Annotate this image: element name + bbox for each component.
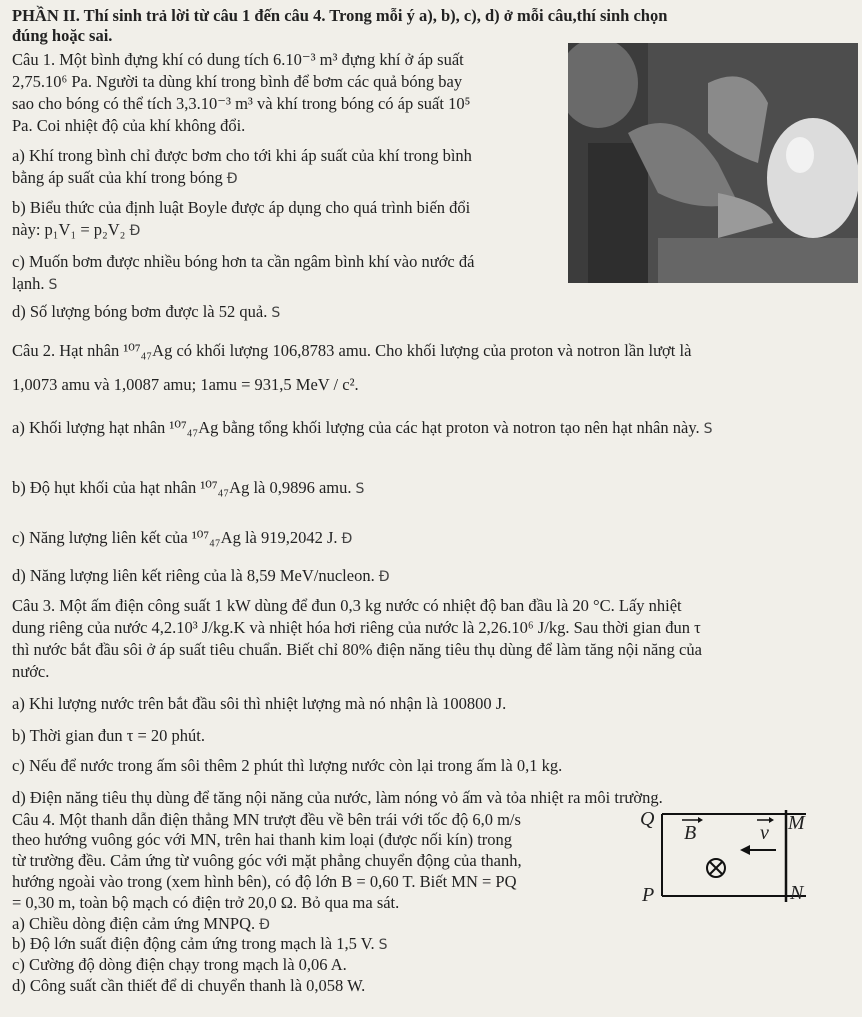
q4-line-5: = 0,30 m, toàn bộ mạch có điện trở 20,0 Ω. Bỏ qua ma sát. [12, 893, 400, 912]
q2-b-answer-mark: S [355, 481, 365, 497]
q3-a: a) Khi lượng nước trên bắt đầu sôi thì nhiệt lượng mà nó nhận là 100800 J. [12, 694, 507, 713]
q3-line-3: thì nước bắt đầu sôi ở áp suất tiêu chuẩn. Biết chỉ 80% điện năng tiêu thụ dùng để làm tăng nội năng của [12, 640, 702, 659]
circuit-figure [636, 806, 816, 918]
q4-b-answer-mark: S [378, 937, 388, 953]
label-b: B [684, 822, 697, 844]
q3-d: d) Điện năng tiêu thụ dùng để tăng nội năng của nước, làm nóng vỏ ấm và tỏa nhiệt ra môi trường. [12, 788, 663, 807]
q3-line-2: dung riêng của nước 4,2.10³ J/kg.K và nhiệt hóa hơi riêng của nước là 2,26.10⁶ J/kg. Sau thời gian đun τ [12, 618, 701, 637]
q2-b: b) Độ hụt khối của hạt nhân ¹⁰⁷₄₇Ag là 0,9896 amu. S [12, 478, 365, 497]
q4-line-4: hướng ngoài vào trong (xem hình bên), có độ lớn B = 0,60 T. Biết MN = PQ [12, 872, 517, 891]
q4-a-answer-mark: Đ [259, 917, 270, 933]
section-header: PHẦN II. Thí sinh trả lời từ câu 1 đến câu 4. Trong mỗi ý a), b), c), d) ở mỗi câu,thí sinh chọn [12, 6, 668, 25]
label-n: N [790, 882, 804, 904]
q1-c-line-1: c) Muốn bơm được nhiều bóng hơn ta cần ngâm bình khí vào nước đá [12, 252, 475, 271]
velocity-arrow-icon [740, 845, 750, 855]
q2-line-2: 1,0073 amu và 1,0087 amu; 1amu = 931,5 MeV / c². [12, 375, 359, 394]
label-m: M [788, 812, 805, 834]
q1-line-4: Pa. Coi nhiệt độ của khí không đổi. [12, 116, 246, 135]
q4-line-1: Câu 4. Một thanh dẫn điện thẳng MN trượt đều về bên trái với tốc độ 6,0 m/s [12, 810, 521, 829]
q2-c-answer-mark: Đ [341, 531, 353, 547]
q2-a: a) Khối lượng hạt nhân ¹⁰⁷₄₇Ag bằng tổng khối lượng của các hạt proton và notron tạo nên hạt nhân này. S [12, 418, 713, 437]
q1-d-answer-mark: S [271, 305, 281, 321]
q1-a-answer-mark: Đ [226, 171, 238, 187]
q4-a: a) Chiều dòng điện cảm ứng MNPQ. Đ [12, 914, 270, 933]
q1-line-2: 2,75.10⁶ Pa. Người ta dùng khí trong bình để bơm các quả bóng bay [12, 72, 463, 91]
q4-line-2: theo hướng vuông góc với MN, trên hai thanh kim loại (được nối kín) trong [12, 830, 513, 849]
q2-d-answer-mark: Đ [378, 569, 390, 585]
q1-c-answer-mark: S [48, 277, 58, 293]
q1-c-line-2: lạnh. S [12, 274, 58, 293]
q1-line-1: Câu 1. Một bình đựng khí có dung tích 6.10⁻³ m³ đựng khí ở áp suất [12, 50, 464, 69]
q4-line-3: từ trường đều. Cảm ứng từ vuông góc với mặt phẳng chuyển động của thanh, [12, 851, 522, 870]
q1-b-line-2: này: p₁V₁ = p₂V₂ Đ [12, 220, 141, 239]
q2-a-answer-mark: S [703, 421, 713, 437]
q2-d: d) Năng lượng liên kết riêng của là 8,59 MeV/nucleon. Đ [12, 566, 390, 585]
label-q: Q [640, 808, 655, 830]
q1-line-3: sao cho bóng có thể tích 3,3.10⁻³ m³ và khí trong bóng có áp suất 10⁵ [12, 94, 471, 113]
q2-c: c) Năng lượng liên kết của ¹⁰⁷₄₇Ag là 919,2042 J. Đ [12, 528, 353, 547]
label-v: v [760, 822, 769, 844]
balloon-photo-illustration [568, 43, 858, 283]
balloon-photo [568, 43, 858, 283]
q4-c: c) Cường độ dòng điện chạy trong mạch là 0,06 A. [12, 955, 347, 974]
section-header-cont: đúng hoặc sai. [12, 26, 113, 45]
q1-b-line-1: b) Biểu thức của định luật Boyle được áp dụng cho quá trình biến đổi [12, 198, 471, 217]
label-p: P [642, 884, 655, 906]
q1-d: d) Số lượng bóng bơm được là 52 quả. S [12, 302, 281, 321]
q1-a-line-2: bằng áp suất của khí trong bóng Đ [12, 168, 238, 187]
q4-b: b) Độ lớn suất điện động cảm ứng trong mạch là 1,5 V. S [12, 934, 388, 953]
q2-line-1: Câu 2. Hạt nhân ¹⁰⁷₄₇Ag có khối lượng 106,8783 amu. Cho khối lượng của proton và notron lần lượt là [12, 341, 692, 360]
q3-line-4: nước. [12, 662, 50, 681]
q1-a-line-1: a) Khí trong bình chỉ được bơm cho tới khi áp suất của khí trong bình [12, 146, 472, 165]
q4-d: d) Công suất cần thiết để di chuyển thanh là 0,058 W. [12, 976, 366, 995]
q3-c: c) Nếu để nước trong ấm sôi thêm 2 phút thì lượng nước còn lại trong ấm là 0,1 kg. [12, 756, 563, 775]
q3-b: b) Thời gian đun τ = 20 phút. [12, 726, 206, 745]
q1-b-answer-mark: Đ [129, 223, 141, 239]
q3-line-1: Câu 3. Một ấm điện công suất 1 kW dùng để đun 0,3 kg nước có nhiệt độ ban đầu là 20 °C. Lấy nhiệt [12, 596, 682, 615]
